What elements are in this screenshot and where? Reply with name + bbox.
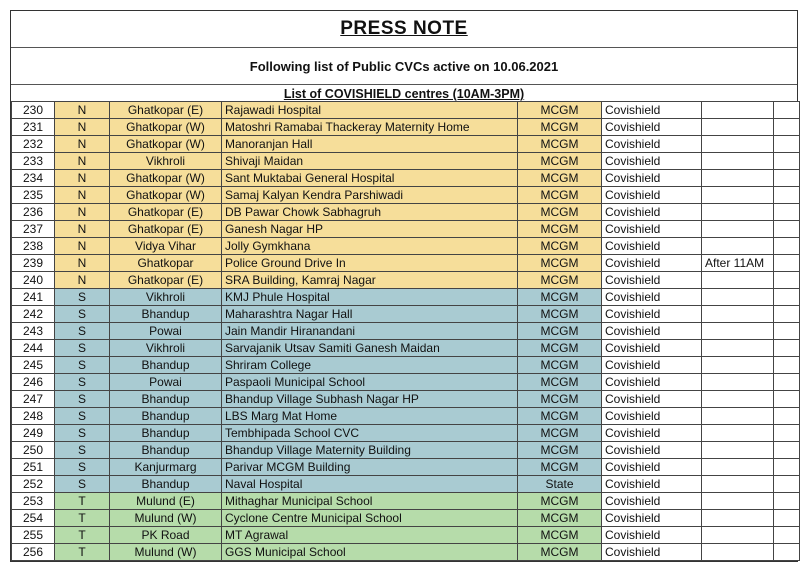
vaccine-cell: Covishield (602, 493, 702, 510)
note-cell (702, 391, 774, 408)
centre-name-cell: Bhandup Village Maternity Building (222, 442, 518, 459)
table-row (12, 476, 800, 493)
ward-cell: N (55, 119, 110, 136)
ward-cell: S (55, 408, 110, 425)
serial-number-cell: 240 (12, 272, 55, 289)
note-cell (702, 306, 774, 323)
empty-cell (774, 204, 800, 221)
note-cell (702, 357, 774, 374)
serial-number-cell: 248 (12, 408, 55, 425)
ward-cell: N (55, 170, 110, 187)
ward-cell: S (55, 374, 110, 391)
area-cell: Mulund (W) (110, 510, 222, 527)
table-row (12, 544, 800, 561)
ward-cell: T (55, 510, 110, 527)
centre-name-cell: Samaj Kalyan Kendra Parshiwadi (222, 187, 518, 204)
area-cell: Ghatkopar (W) (110, 136, 222, 153)
note-cell (702, 136, 774, 153)
vaccine-cell: Covishield (602, 340, 702, 357)
empty-cell (774, 493, 800, 510)
agency-cell: MCGM (518, 238, 602, 255)
agency-cell: MCGM (518, 510, 602, 527)
vaccine-cell: Covishield (602, 527, 702, 544)
ward-cell: T (55, 544, 110, 561)
vaccine-cell: Covishield (602, 459, 702, 476)
ward-cell: N (55, 255, 110, 272)
empty-cell (774, 306, 800, 323)
table-row (12, 510, 800, 527)
agency-cell: MCGM (518, 425, 602, 442)
serial-number-cell: 252 (12, 476, 55, 493)
cvc-table (11, 101, 800, 561)
area-cell: Vikhroli (110, 340, 222, 357)
centre-name-cell: Sant Muktabai General Hospital (222, 170, 518, 187)
area-cell: Kanjurmarg (110, 459, 222, 476)
centre-name-cell: Police Ground Drive In (222, 255, 518, 272)
serial-number-cell: 241 (12, 289, 55, 306)
centre-name-cell: MT Agrawal (222, 527, 518, 544)
note-cell (702, 153, 774, 170)
vaccine-cell: Covishield (602, 442, 702, 459)
serial-number-cell: 232 (12, 136, 55, 153)
vaccine-cell: Covishield (602, 357, 702, 374)
ward-cell: S (55, 357, 110, 374)
empty-cell (774, 187, 800, 204)
empty-cell (774, 153, 800, 170)
vaccine-cell: Covishield (602, 374, 702, 391)
empty-cell (774, 425, 800, 442)
table-row (12, 391, 800, 408)
centre-name-cell: Shivaji Maidan (222, 153, 518, 170)
serial-number-cell: 247 (12, 391, 55, 408)
table-row (12, 153, 800, 170)
title-row (11, 11, 797, 48)
note-cell (702, 238, 774, 255)
agency-cell: MCGM (518, 459, 602, 476)
table-row (12, 221, 800, 238)
vaccine-cell: Covishield (602, 289, 702, 306)
area-cell: Ghatkopar (E) (110, 221, 222, 238)
area-cell: Ghatkopar (E) (110, 102, 222, 119)
table-row (12, 306, 800, 323)
serial-number-cell: 242 (12, 306, 55, 323)
serial-number-cell: 250 (12, 442, 55, 459)
vaccine-cell: Covishield (602, 221, 702, 238)
press-note-sheet (10, 10, 798, 562)
table-row (12, 340, 800, 357)
empty-cell (774, 442, 800, 459)
table-row (12, 493, 800, 510)
area-cell: Bhandup (110, 476, 222, 493)
vaccine-cell: Covishield (602, 425, 702, 442)
ward-cell: T (55, 527, 110, 544)
centre-name-cell: Cyclone Centre Municipal School (222, 510, 518, 527)
empty-cell (774, 374, 800, 391)
list-title: List of COVISHIELD centres (10AM-3PM) (283, 87, 525, 101)
agency-cell: MCGM (518, 527, 602, 544)
vaccine-cell: Covishield (602, 510, 702, 527)
empty-cell (774, 136, 800, 153)
page-subtitle: Following list of Public CVCs active on 10.06.2021 (249, 58, 559, 74)
area-cell: Mulund (W) (110, 544, 222, 561)
area-cell: Ghatkopar (E) (110, 272, 222, 289)
ward-cell: N (55, 272, 110, 289)
table-row (12, 187, 800, 204)
serial-number-cell: 251 (12, 459, 55, 476)
empty-cell (774, 476, 800, 493)
centre-name-cell: KMJ Phule Hospital (222, 289, 518, 306)
empty-cell (774, 119, 800, 136)
serial-number-cell: 256 (12, 544, 55, 561)
centre-name-cell: Sarvajanik Utsav Samiti Ganesh Maidan (222, 340, 518, 357)
empty-cell (774, 102, 800, 119)
table-row (12, 170, 800, 187)
note-cell (702, 510, 774, 527)
ward-cell: S (55, 459, 110, 476)
serial-number-cell: 239 (12, 255, 55, 272)
ward-cell: N (55, 204, 110, 221)
note-cell: After 11AM (702, 255, 774, 272)
ward-cell: S (55, 323, 110, 340)
agency-cell: MCGM (518, 340, 602, 357)
table-row (12, 323, 800, 340)
empty-cell (774, 357, 800, 374)
agency-cell: MCGM (518, 289, 602, 306)
serial-number-cell: 244 (12, 340, 55, 357)
note-cell (702, 493, 774, 510)
area-cell: Powai (110, 323, 222, 340)
serial-number-cell: 235 (12, 187, 55, 204)
note-cell (702, 170, 774, 187)
empty-cell (774, 510, 800, 527)
note-cell (702, 527, 774, 544)
empty-cell (774, 527, 800, 544)
subtitle-row (11, 48, 797, 85)
serial-number-cell: 236 (12, 204, 55, 221)
page-title: PRESS NOTE (340, 18, 468, 39)
agency-cell: MCGM (518, 544, 602, 561)
vaccine-cell: Covishield (602, 306, 702, 323)
centre-name-cell: Matoshri Ramabai Thackeray Maternity Home (222, 119, 518, 136)
table-row (12, 442, 800, 459)
vaccine-cell: Covishield (602, 238, 702, 255)
vaccine-cell: Covishield (602, 187, 702, 204)
table-row (12, 425, 800, 442)
note-cell (702, 323, 774, 340)
serial-number-cell: 245 (12, 357, 55, 374)
ward-cell: N (55, 102, 110, 119)
empty-cell (774, 408, 800, 425)
serial-number-cell: 230 (12, 102, 55, 119)
vaccine-cell: Covishield (602, 476, 702, 493)
empty-cell (774, 323, 800, 340)
centre-name-cell: SRA Building, Kamraj Nagar (222, 272, 518, 289)
vaccine-cell: Covishield (602, 136, 702, 153)
agency-cell: MCGM (518, 357, 602, 374)
agency-cell: MCGM (518, 442, 602, 459)
area-cell: Mulund (E) (110, 493, 222, 510)
area-cell: Ghatkopar (E) (110, 204, 222, 221)
ward-cell: N (55, 187, 110, 204)
empty-cell (774, 221, 800, 238)
area-cell: Ghatkopar (W) (110, 119, 222, 136)
cvc-table-body (12, 102, 800, 561)
table-row (12, 374, 800, 391)
serial-number-cell: 231 (12, 119, 55, 136)
area-cell: Ghatkopar (110, 255, 222, 272)
agency-cell: MCGM (518, 221, 602, 238)
area-cell: Bhandup (110, 408, 222, 425)
agency-cell: MCGM (518, 153, 602, 170)
ward-cell: S (55, 391, 110, 408)
agency-cell: MCGM (518, 255, 602, 272)
table-row (12, 357, 800, 374)
vaccine-cell: Covishield (602, 323, 702, 340)
note-cell (702, 119, 774, 136)
empty-cell (774, 170, 800, 187)
ward-cell: S (55, 306, 110, 323)
area-cell: Vikhroli (110, 289, 222, 306)
vaccine-cell: Covishield (602, 408, 702, 425)
ward-cell: T (55, 493, 110, 510)
vaccine-cell: Covishield (602, 153, 702, 170)
table-row (12, 204, 800, 221)
note-cell (702, 374, 774, 391)
vaccine-cell: Covishield (602, 170, 702, 187)
table-row (12, 459, 800, 476)
agency-cell: MCGM (518, 170, 602, 187)
centre-name-cell: Shriram College (222, 357, 518, 374)
centre-name-cell: Manoranjan Hall (222, 136, 518, 153)
area-cell: Bhandup (110, 391, 222, 408)
serial-number-cell: 243 (12, 323, 55, 340)
centre-name-cell: Naval Hospital (222, 476, 518, 493)
empty-cell (774, 289, 800, 306)
agency-cell: State (518, 476, 602, 493)
area-cell: Bhandup (110, 442, 222, 459)
table-row (12, 102, 800, 119)
note-cell (702, 408, 774, 425)
centre-name-cell: Tembhipada School CVC (222, 425, 518, 442)
empty-cell (774, 340, 800, 357)
serial-number-cell: 237 (12, 221, 55, 238)
empty-cell (774, 459, 800, 476)
list-title-row (11, 85, 797, 101)
serial-number-cell: 249 (12, 425, 55, 442)
ward-cell: N (55, 238, 110, 255)
note-cell (702, 425, 774, 442)
empty-cell (774, 238, 800, 255)
agency-cell: MCGM (518, 119, 602, 136)
vaccine-cell: Covishield (602, 204, 702, 221)
serial-number-cell: 234 (12, 170, 55, 187)
centre-name-cell: Paspaoli Municipal School (222, 374, 518, 391)
table-row (12, 119, 800, 136)
empty-cell (774, 391, 800, 408)
note-cell (702, 459, 774, 476)
area-cell: Vidya Vihar (110, 238, 222, 255)
vaccine-cell: Covishield (602, 102, 702, 119)
serial-number-cell: 253 (12, 493, 55, 510)
agency-cell: MCGM (518, 136, 602, 153)
ward-cell: S (55, 340, 110, 357)
area-cell: Ghatkopar (W) (110, 187, 222, 204)
note-cell (702, 204, 774, 221)
note-cell (702, 102, 774, 119)
ward-cell: S (55, 476, 110, 493)
centre-name-cell: Parivar MCGM Building (222, 459, 518, 476)
serial-number-cell: 233 (12, 153, 55, 170)
serial-number-cell: 238 (12, 238, 55, 255)
centre-name-cell: Maharashtra Nagar Hall (222, 306, 518, 323)
ward-cell: S (55, 289, 110, 306)
empty-cell (774, 255, 800, 272)
vaccine-cell: Covishield (602, 119, 702, 136)
area-cell: Powai (110, 374, 222, 391)
area-cell: Bhandup (110, 306, 222, 323)
note-cell (702, 221, 774, 238)
agency-cell: MCGM (518, 204, 602, 221)
agency-cell: MCGM (518, 493, 602, 510)
agency-cell: MCGM (518, 391, 602, 408)
agency-cell: MCGM (518, 374, 602, 391)
ward-cell: N (55, 136, 110, 153)
table-row (12, 289, 800, 306)
centre-name-cell: Ganesh Nagar HP (222, 221, 518, 238)
agency-cell: MCGM (518, 102, 602, 119)
centre-name-cell: Rajawadi Hospital (222, 102, 518, 119)
centre-name-cell: Bhandup Village Subhash Nagar HP (222, 391, 518, 408)
vaccine-cell: Covishield (602, 391, 702, 408)
table-row (12, 408, 800, 425)
note-cell (702, 187, 774, 204)
table-row (12, 272, 800, 289)
serial-number-cell: 254 (12, 510, 55, 527)
note-cell (702, 289, 774, 306)
centre-name-cell: LBS Marg Mat Home (222, 408, 518, 425)
centre-name-cell: Jolly Gymkhana (222, 238, 518, 255)
serial-number-cell: 246 (12, 374, 55, 391)
ward-cell: S (55, 425, 110, 442)
ward-cell: N (55, 153, 110, 170)
note-cell (702, 442, 774, 459)
area-cell: Vikhroli (110, 153, 222, 170)
note-cell (702, 544, 774, 561)
serial-number-cell: 255 (12, 527, 55, 544)
area-cell: PK Road (110, 527, 222, 544)
agency-cell: MCGM (518, 272, 602, 289)
table-row (12, 255, 800, 272)
table-row (12, 238, 800, 255)
vaccine-cell: Covishield (602, 272, 702, 289)
area-cell: Bhandup (110, 357, 222, 374)
empty-cell (774, 544, 800, 561)
agency-cell: MCGM (518, 306, 602, 323)
ward-cell: N (55, 221, 110, 238)
table-row (12, 136, 800, 153)
area-cell: Ghatkopar (W) (110, 170, 222, 187)
area-cell: Bhandup (110, 425, 222, 442)
table-row (12, 527, 800, 544)
agency-cell: MCGM (518, 323, 602, 340)
agency-cell: MCGM (518, 187, 602, 204)
empty-cell (774, 272, 800, 289)
note-cell (702, 272, 774, 289)
vaccine-cell: Covishield (602, 544, 702, 561)
note-cell (702, 476, 774, 493)
vaccine-cell: Covishield (602, 255, 702, 272)
agency-cell: MCGM (518, 408, 602, 425)
centre-name-cell: Jain Mandir Hiranandani (222, 323, 518, 340)
centre-name-cell: GGS Municipal School (222, 544, 518, 561)
note-cell (702, 340, 774, 357)
centre-name-cell: DB Pawar Chowk Sabhagruh (222, 204, 518, 221)
centre-name-cell: Mithaghar Municipal School (222, 493, 518, 510)
ward-cell: S (55, 442, 110, 459)
